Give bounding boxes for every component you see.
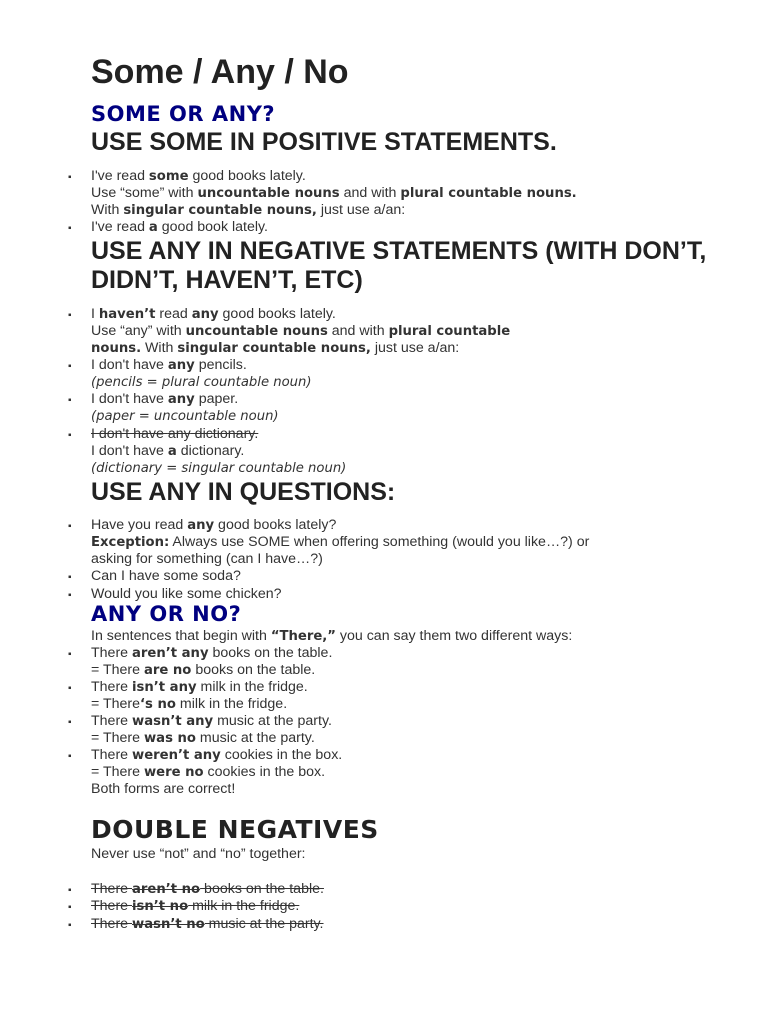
- bullet-marker: ▪: [68, 430, 72, 441]
- list-item: I've read a good book lately.: [91, 219, 268, 235]
- heading-any-or-no: ANY OR NO?: [91, 602, 242, 626]
- list-item-continuation: Use “some” with uncountable nouns and with plural countable nouns.: [91, 185, 577, 201]
- list-item-note: (paper = uncountable noun): [91, 409, 279, 424]
- section-intro: Never use “not” and “no” together:: [91, 846, 306, 862]
- list-item-continuation: Exception: Always use SOME when offering something (would you like…?) or: [91, 534, 590, 550]
- bullet-marker: ▪: [68, 223, 72, 234]
- bullet-marker: ▪: [68, 361, 72, 372]
- bullet-marker: ▪: [68, 649, 72, 660]
- list-item-continuation: nouns. With singular countable nouns, just use a/an:: [91, 340, 460, 356]
- bullet-marker: ▪: [68, 172, 72, 183]
- section-closing: Both forms are correct!: [91, 781, 236, 797]
- bullet-marker: ▪: [68, 310, 72, 321]
- list-item: Have you read any good books lately?: [91, 517, 337, 533]
- bullet-marker: ▪: [68, 683, 72, 694]
- list-item: Would you like some chicken?: [91, 586, 282, 602]
- list-item-continuation: Use “any” with uncountable nouns and with plural countable: [91, 323, 511, 339]
- heading-some-or-any: SOME OR ANY?: [91, 102, 276, 126]
- bullet-marker: ▪: [68, 572, 72, 583]
- bullet-marker: ▪: [68, 920, 72, 931]
- list-item-note: (pencils = plural countable noun): [91, 375, 312, 390]
- bullet-marker: ▪: [68, 521, 72, 532]
- section-intro: In sentences that begin with “There,” you can say them two different ways:: [91, 628, 573, 644]
- bullet-marker: ▪: [68, 717, 72, 728]
- bullet-marker: ▪: [68, 902, 72, 913]
- list-item: There weren’t any cookies in the box.: [91, 747, 343, 763]
- list-item: I've read some good books lately.: [91, 168, 306, 184]
- list-item: I haven’t read any good books lately.: [91, 306, 336, 322]
- list-item: There wasn’t any music at the party.: [91, 713, 332, 729]
- list-item-continuation: asking for something (can I have…?): [91, 551, 323, 567]
- list-item: There aren’t any books on the table.: [91, 645, 333, 661]
- list-item-continuation: With singular countable nouns, just use a/an:: [91, 202, 406, 218]
- list-item: Can I have some soda?: [91, 568, 241, 584]
- heading-use-any-questions: USE ANY IN QUESTIONS:: [91, 478, 396, 506]
- list-item: I don't have any pencils.: [91, 357, 247, 373]
- list-item-struck: I don't have any dictionary.: [91, 426, 259, 442]
- list-item-continuation: = There were no cookies in the box.: [91, 764, 326, 780]
- list-item-note: (dictionary = singular countable noun): [91, 461, 347, 476]
- bullet-marker: ▪: [68, 590, 72, 601]
- list-item-continuation: = There‘s no milk in the fridge.: [91, 696, 288, 712]
- list-item-continuation: = There are no books on the table.: [91, 662, 316, 678]
- bullet-marker: ▪: [68, 751, 72, 762]
- list-item: I don't have any paper.: [91, 391, 239, 407]
- list-item: There isn’t any milk in the fridge.: [91, 679, 308, 695]
- heading-use-any-negative: USE ANY IN NEGATIVE STATEMENTS (WITH DON’T, DIDN’T, HAVEN’T, ETC): [91, 237, 707, 294]
- list-item-continuation: I don't have a dictionary.: [91, 443, 245, 459]
- list-item-continuation: = There was no music at the party.: [91, 730, 315, 746]
- list-item-struck: There aren’t no books on the table.: [91, 881, 324, 897]
- list-item-struck: There wasn’t no music at the party.: [91, 916, 324, 932]
- bullet-marker: ▪: [68, 395, 72, 406]
- heading-double-negatives: DOUBLE NEGATIVES: [91, 815, 379, 844]
- bullet-marker: ▪: [68, 885, 72, 896]
- list-item-struck: There isn’t no milk in the fridge.: [91, 898, 300, 914]
- page-title: Some / Any / No: [91, 53, 349, 91]
- heading-use-some-positive: USE SOME IN POSITIVE STATEMENTS.: [91, 128, 557, 156]
